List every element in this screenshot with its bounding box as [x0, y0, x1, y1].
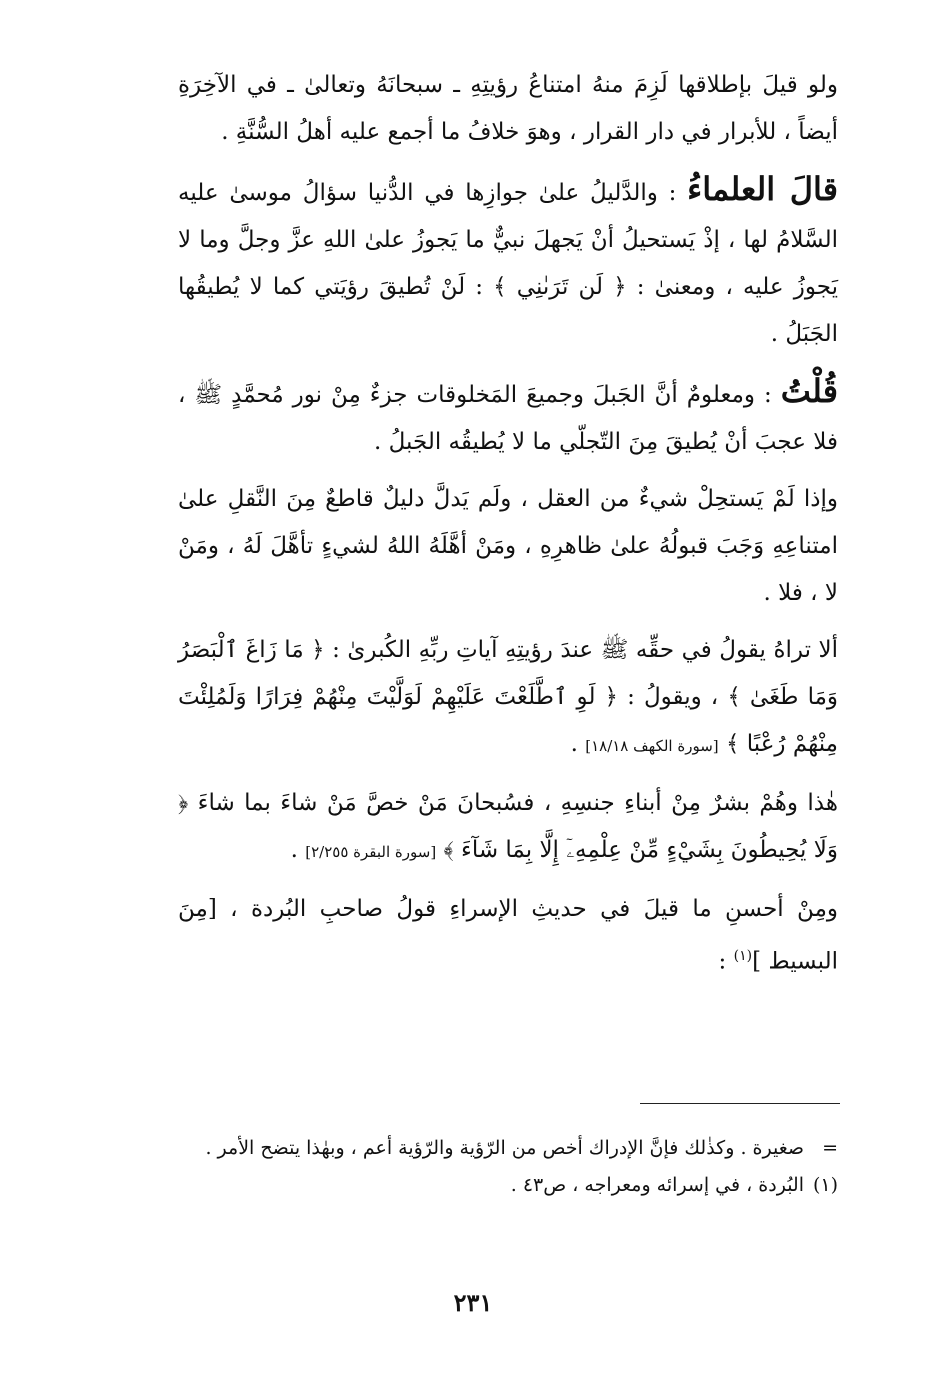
- paragraph-2: [178, 166, 838, 358]
- footnote-1-number: (١): [812, 1174, 838, 1196]
- paragraph-5: [178, 627, 838, 770]
- footnote-1: [178, 1167, 838, 1204]
- surah-reference-baqara: [سورة البقرة ٢/٢٥٥]: [305, 843, 437, 861]
- paragraph-7-text: ومِنْ أحسنِ ما قيلَ في حديثِ الإسراءِ قولُ صاحبِ البُردة ، [مِنَ البسيط ]: [178, 896, 838, 975]
- footnote-1-text: البُردة ، في إسرائه ومعراجه ، ص٤٣ .: [510, 1174, 804, 1196]
- footnote-divider: [640, 1103, 840, 1104]
- paragraph-5-text: ألا تراهُ يقولُ في حقِّه ﷺ عندَ رؤيتِهِ آياتِ ربِّهِ الكُبرىٰ : ﴿ مَا زَاغَ ٱلْبَصَرُ وَمَا طَغَىٰ ﴾ ، ويقولُ : ﴿ لَوِ ٱطَّلَعْتَ عَلَيْهِمْ لَوَلَّيْتَ مِنْهُمْ فِرَارًا وَلَمُلِئْتَ مِنْهُمْ رُعْبًا ﴾: [178, 637, 838, 757]
- paragraph-6-tail: .: [290, 837, 306, 863]
- paragraph-7-tail: :: [718, 948, 734, 975]
- footnote-continuation-text: صغيرة . وكذٰلك فإنَّ الإدراك أخص من الرّؤية والرّؤية أعم ، وبهٰذا يتضح الأمر .: [205, 1137, 804, 1159]
- continuation-mark: =: [822, 1137, 838, 1159]
- footnote-continuation: [178, 1130, 838, 1167]
- paragraph-3: [178, 368, 838, 466]
- paragraph-4: [178, 476, 838, 617]
- paragraph-6: [178, 780, 838, 876]
- paragraph-5-tail: .: [570, 731, 586, 757]
- surah-reference-kahf: [سورة الكهف ١٨/١٨]: [585, 737, 719, 755]
- footnotes: [178, 1130, 838, 1204]
- paragraph-4-text: وإذا لَمْ يَستحِلْ شيءٌ من العقل ، ولَم يَدلَّ دليلٌ قاطعٌ مِنَ النَّقلِ علىٰ امتناعِهِ وَجَبَ قبولُهُ علىٰ ظاهرِهِ ، ومَنْ أهَّلَهُ اللهُ لشيءٍ تأهَّلَ لَهُ ، ومَنْ لا ، فلا .: [178, 486, 838, 606]
- paragraph-1-text: ولو قيلَ بإطلاقها لَزِمَ منهُ امتناعُ رؤيتِهِ ـ سبحانَهُ وتعالىٰ ـ في الآخِرَةِ أيضاً ، للأبرار في دار القرار ، وهوَ خلافُ ما أجمع عليه أهلُ السُّنَّةِ .: [178, 72, 838, 145]
- paragraph-6-text: هٰذا وهُمْ بشرٌ مِنْ أبناءِ جنسِهِ ، فسُبحانَ مَنْ خصَّ مَنْ شاءَ بما شاءَ ﴿ وَلَا يُحِيطُونَ بِشَيْءٍ مِّنْ عِلْمِهِۦٓ إِلَّا بِمَا شَآءَ ﴾: [178, 790, 838, 863]
- page-body: [178, 62, 838, 996]
- paragraph-3-text: : ومعلومٌ أنَّ الجَبلَ وجميعَ المَخلوقات جزءٌ مِنْ نور مُحمَّدٍ ﷺ ، فلا عجبَ أنْ يُطيقَ مِنَ التّجلّي ما لا يُطيقُه الجَبلُ .: [178, 382, 838, 455]
- paragraph-7: [178, 886, 838, 986]
- keyword-qala-al-ulama: قالَ العلماءُ: [687, 170, 838, 208]
- footnote-marker-1: (١): [733, 948, 753, 964]
- keyword-qultu: قُلْتُ: [780, 372, 838, 410]
- paragraph-2-text: : والدَّليلُ علىٰ جوازِها في الدُّنيا سؤالُ موسىٰ عليه السَّلامُ لها ، إذْ يَستحيلُ أنْ يَجهلَ نبيٌّ ما يَجوزُ علىٰ اللهِ عزَّ وجلَّ وما لا يَجوزُ عليه ، ومعنىٰ : ﴿ لَن تَرَىٰنِي ﴾ : لَنْ تُطيقَ رؤيَتي كما لا يُطيقُها الجَبَلُ .: [178, 180, 838, 347]
- paragraph-1: [178, 62, 838, 156]
- page-number: ٢٣١: [453, 1288, 493, 1317]
